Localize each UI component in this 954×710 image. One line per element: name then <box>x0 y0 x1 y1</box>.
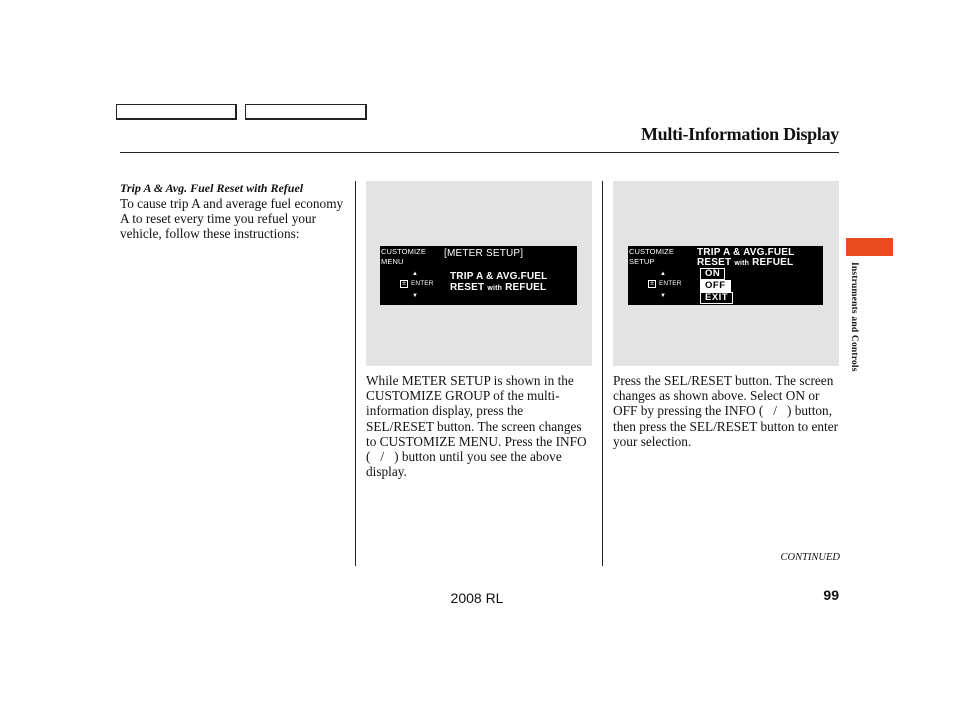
intro-text: To cause trip A and average fuel economy A to reset every time you refuel your vehicle, follow these instructions: <box>120 196 344 242</box>
setup-label: [METER SETUP] <box>444 248 524 259</box>
option-off-selected: OFF <box>700 280 731 292</box>
nav-tab-1[interactable] <box>116 104 237 120</box>
figure-meter-setup <box>366 181 592 366</box>
option-on: ON <box>700 268 725 280</box>
intro-section <box>120 181 352 242</box>
lcd-item-line2: RESET with REFUEL <box>450 282 547 293</box>
up-arrow-icon: ▲ <box>660 271 666 277</box>
footer-model: 2008 RL <box>450 590 504 606</box>
down-arrow-icon: ▼ <box>660 293 666 299</box>
page-number: 99 <box>823 587 839 603</box>
nav-tab-2[interactable] <box>245 104 367 120</box>
lcd-item-line1: TRIP A & AVG.FUEL <box>697 247 795 258</box>
section-tab-marker <box>846 238 893 256</box>
column-divider-1 <box>355 181 356 566</box>
lcd-menu-title: CUSTOMIZE MENU <box>381 247 426 266</box>
figure2-caption: Press the SEL/RESET button. The screen changes as shown above. Select ON or OFF by pressing the INFO ( / ) button, then press the SEL/RESET button to enter your selection. <box>613 373 839 449</box>
lcd-display-customize-setup <box>628 246 823 305</box>
down-arrow-icon: ▼ <box>412 293 418 299</box>
lcd-display-customize-menu <box>380 246 577 305</box>
enter-key-icon: ± <box>400 280 408 288</box>
continued-label: CONTINUED <box>780 552 840 563</box>
header-rule <box>120 152 839 153</box>
lcd-item-line2: RESET with REFUEL <box>697 257 794 268</box>
column-divider-2 <box>602 181 603 566</box>
lcd-item-line1: TRIP A & AVG.FUEL <box>450 271 548 282</box>
enter-label: ENTER <box>411 280 434 287</box>
up-arrow-icon: ▲ <box>412 271 418 277</box>
page-title: Multi-Information Display <box>640 124 839 144</box>
figure-customize-setup <box>613 181 839 366</box>
lcd-menu-title: CUSTOMIZE SETUP <box>629 247 674 266</box>
enter-key-icon: ± <box>648 280 656 288</box>
enter-label: ENTER <box>659 280 682 287</box>
option-exit: EXIT <box>700 292 733 304</box>
section-heading: Trip A & Avg. Fuel Reset with Refuel <box>120 181 304 195</box>
figure1-caption: While METER SETUP is shown in the CUSTOMIZE GROUP of the multi-information display, press the SEL/RESET button. The screen changes to CUSTOMIZE MENU. Press the INFO ( / ) button until you see the above display. <box>366 373 587 480</box>
section-side-label: Instruments and Controls <box>849 262 859 372</box>
